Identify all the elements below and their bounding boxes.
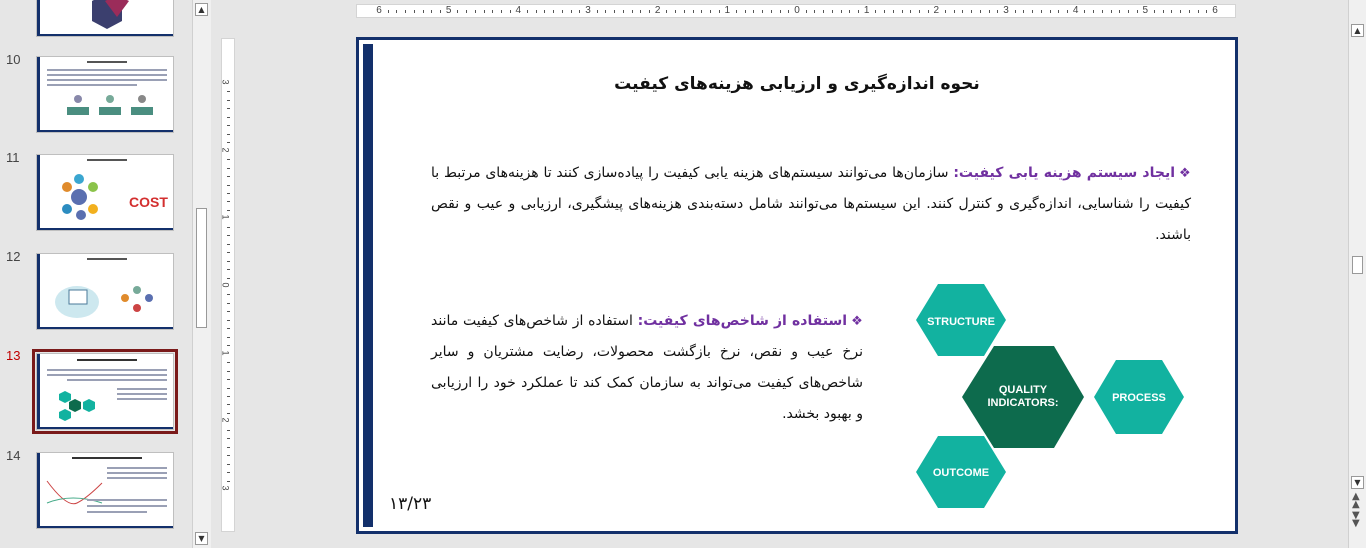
ruler-tick [1050,10,1051,13]
ruler-tick [227,303,230,304]
ruler-tick [1154,10,1155,13]
ruler-tick [227,252,230,253]
ruler-tick [1093,10,1094,13]
ruler-tick [227,345,230,346]
ruler-tick [1206,10,1207,13]
ruler-tick [623,10,624,13]
ruler-tick [227,404,230,405]
ruler-tick [227,328,230,329]
paragraph-heading: استفاده از شاخص‌های کیفیت: [637,313,848,329]
ruler-label: 1 [220,350,231,356]
hexagon-center-label-line1: QUALITY [998,384,1048,396]
slide-thumbnail-10[interactable] [36,56,174,133]
ruler-tick [753,10,754,13]
ruler-label: 2 [933,5,940,16]
hexagon-quality-indicators [962,346,1084,448]
vertical-ruler[interactable] [221,38,235,532]
ruler-tick [227,464,230,465]
ruler-tick [227,447,230,448]
ruler-tick [227,438,230,439]
ruler-tick [227,430,230,431]
thumbnail-pane-scrollbar[interactable] [192,0,211,548]
slide-thumbnail-pane[interactable] [0,0,192,548]
ruler-tick [1023,10,1024,13]
ruler-label: 4 [515,5,522,16]
ruler-tick [1189,10,1190,13]
ruler-tick [227,185,230,186]
ruler-tick [875,10,876,13]
scroll-down-button[interactable]: ▼ [195,532,208,545]
ruler-tick [884,10,885,13]
ruler-tick [1198,10,1199,13]
ruler-tick [227,125,230,126]
ruler-tick [405,10,406,13]
scroll-thumb[interactable] [1352,256,1363,274]
slide-thumbnail-11[interactable] [36,154,174,231]
horizontal-ruler[interactable] [356,4,1236,18]
ruler-tick [919,10,920,13]
ruler-tick [806,10,807,13]
hexagon-structure-label: STRUCTURE [927,316,995,328]
thumb-graphic [37,354,174,430]
ruler-label: 6 [376,5,382,16]
thumb-number-12: 12 [6,249,21,264]
ruler-tick [227,159,230,160]
ruler-label: 5 [445,5,452,16]
ruler-tick [771,10,772,13]
ruler-label: 3 [1003,5,1009,16]
ruler-tick [227,193,230,194]
ruler-tick [1015,10,1016,13]
ruler-tick [492,10,493,13]
ruler-tick [1041,10,1042,13]
ruler-tick [571,10,572,13]
ruler-tick [227,337,230,338]
slide-thumbnail-12[interactable] [36,253,174,330]
paragraph-quality-indicators[interactable] [431,306,863,430]
ruler-tick [788,10,789,13]
ruler-tick [396,10,397,13]
ruler-tick [423,10,424,13]
slide-thumbnail-9[interactable] [36,0,174,37]
ruler-tick [227,311,230,312]
ruler-tick [484,10,485,13]
ruler-tick [544,10,545,13]
hexagon-structure [916,284,1006,356]
ruler-tick [527,10,528,13]
ruler-tick [466,10,467,13]
ruler-tick [1128,10,1129,13]
ruler-label: 1 [724,5,731,16]
ruler-tick [227,396,230,397]
ruler-tick [597,10,598,13]
ruler-label: 3 [585,5,591,16]
next-slide-button[interactable]: ▼ ▼ [1352,510,1360,529]
ruler-tick [736,10,737,13]
slide-canvas[interactable] [356,37,1238,534]
ruler-tick [832,10,833,13]
ruler-tick [1137,10,1138,13]
ruler-tick [710,10,711,13]
ruler-tick [675,10,676,13]
ruler-tick [227,100,230,101]
ruler-tick [693,10,694,13]
thumb-graphic [37,57,174,133]
ruler-tick [227,371,230,372]
thumb-graphic [37,254,174,330]
ruler-tick [814,10,815,13]
ruler-tick [227,261,230,262]
ruler-tick [928,10,929,13]
diamond-bullet-icon: ❖ [851,314,864,329]
ruler-tick [632,10,633,13]
paragraph-body: استفاده از شاخص‌های کیفیت مانند نرخ عیب و نقص، نرخ بازگشت محصولات، رضایت مشتریان و سایر شاخص‌های کیفیت می‌تواند به سازمان کمک کند تا عملکرد خود را ارزیابی و بهبود بخشد. [431,313,863,422]
ruler-tick [475,10,476,13]
ruler-tick [227,413,230,414]
ruler-tick [227,388,230,389]
ruler-label: 1 [863,5,870,16]
ruler-tick [510,10,511,13]
thumb-number-14: 14 [6,448,21,463]
ruler-tick [227,235,230,236]
ruler-label: 4 [1072,5,1079,16]
editor-vertical-scrollbar[interactable] [1348,0,1366,548]
thumb-number-11: 11 [6,150,20,165]
ruler-tick [1180,10,1181,13]
paragraph-quality-cost-system[interactable] [431,158,1191,251]
ruler-tick [1058,10,1059,13]
slide-title[interactable]: نحوه اندازه‌گیری و ارزیابی هزینه‌های کیفیت [614,74,980,94]
ruler-tick [227,472,230,473]
ruler-label: 0 [220,282,231,288]
ruler-tick [780,10,781,13]
slide-page-number: ۱۳/۲۳ [389,494,432,514]
ruler-tick [227,142,230,143]
ruler-tick [858,10,859,13]
ruler-label: 3 [220,79,231,85]
paragraph-body: سازمان‌ها می‌توانند سیستم‌های هزینه یابی کیفیت را پیاده‌سازی کنند تا هزینه‌های مرتبط با کیفیت را شناسایی، اندازه‌گیری و کنترل کنند. این سیستم‌ها می‌توانند شامل دسته‌بندی هزینه‌های پیشگیری، ارزیابی و عیب و نقص باشند. [431,165,1191,243]
ruler-tick [227,168,230,169]
scroll-up-button[interactable]: ▲ [1351,24,1364,37]
scroll-down-button[interactable]: ▼ [1351,476,1364,489]
ruler-tick [227,134,230,135]
ruler-tick [980,10,981,13]
ruler-tick [457,10,458,13]
ruler-tick [227,210,230,211]
ruler-label: 0 [794,5,800,16]
ruler-tick [605,10,606,13]
ruler-tick [684,10,685,13]
ruler-tick [1111,10,1112,13]
ruler-tick [1032,10,1033,13]
thumb-number-13: 13 [6,348,21,363]
ruler-tick [1119,10,1120,13]
ruler-tick [997,10,998,13]
ruler-label: 2 [220,417,231,423]
ruler-tick [841,10,842,13]
ruler-tick [971,10,972,13]
ruler-tick [745,10,746,13]
ruler-tick [954,10,955,13]
ruler-tick [893,10,894,13]
ruler-tick [227,201,230,202]
ruler-tick [666,10,667,13]
hexagon-process [1094,360,1184,434]
svg-text:COST: COST [129,194,168,210]
thumb-number-10: 10 [6,52,21,67]
ruler-tick [962,10,963,13]
scroll-up-button[interactable]: ▲ [195,3,208,16]
ruler-tick [227,481,230,482]
ruler-tick [388,10,389,13]
ruler-label: 3 [220,485,231,491]
ruler-tick [1102,10,1103,13]
ruler-tick [849,10,850,13]
ruler-tick [414,10,415,13]
ruler-tick [989,10,990,13]
slide-thumbnail-13[interactable] [36,353,174,430]
ruler-tick [553,10,554,13]
ruler-tick [536,10,537,13]
ruler-tick [562,10,563,13]
ruler-tick [227,379,230,380]
thumb-graphic [37,155,174,231]
ruler-tick [762,10,763,13]
ruler-tick [640,10,641,13]
ruler-tick [719,10,720,13]
ruler-tick [227,176,230,177]
ruler-tick [227,91,230,92]
ruler-tick [501,10,502,13]
ruler-tick [579,10,580,13]
ruler-tick [945,10,946,13]
ruler-label: 2 [654,5,661,16]
hexagon-center-label-line2: INDICATORS: [987,397,1059,409]
ruler-label: 6 [1212,5,1218,16]
ruler-label: 2 [220,147,231,153]
previous-slide-button[interactable]: ▲ ▲ [1352,491,1360,510]
ruler-tick [910,10,911,13]
ruler-tick [440,10,441,13]
thumb-graphic [37,0,174,37]
ruler-label: 1 [220,214,231,220]
ruler-tick [823,10,824,13]
ruler-tick [227,269,230,270]
ruler-tick [1171,10,1172,13]
ruler-tick [649,10,650,13]
ruler-tick [701,10,702,13]
ruler-tick [227,227,230,228]
ruler-tick [227,278,230,279]
hexagon-outcome [916,436,1006,508]
diamond-bullet-icon: ❖ [1179,166,1191,181]
paragraph-heading: ایجاد سیستم هزینه یابی کیفیت: [953,165,1176,181]
ruler-tick [227,362,230,363]
hexagon-outcome-label: OUTCOME [932,467,990,479]
ruler-tick [227,320,230,321]
quality-indicators-hexagon-graphic[interactable] [904,280,1194,520]
ruler-tick [227,108,230,109]
ruler-tick [1067,10,1068,13]
ruler-tick [227,455,230,456]
ruler-tick [1163,10,1164,13]
thumb-graphic [37,453,174,529]
ruler-tick [227,117,230,118]
ruler-tick [902,10,903,13]
hexagon-process-label: PROCESS [1112,392,1166,404]
slide-thumbnail-14[interactable] [36,452,174,529]
ruler-tick [227,244,230,245]
ruler-tick [1084,10,1085,13]
ruler-tick [431,10,432,13]
ruler-tick [614,10,615,13]
ruler-label: 5 [1142,5,1149,16]
ruler-tick [227,294,230,295]
slide-accent-bar [363,44,373,527]
scroll-thumb[interactable] [196,208,207,328]
